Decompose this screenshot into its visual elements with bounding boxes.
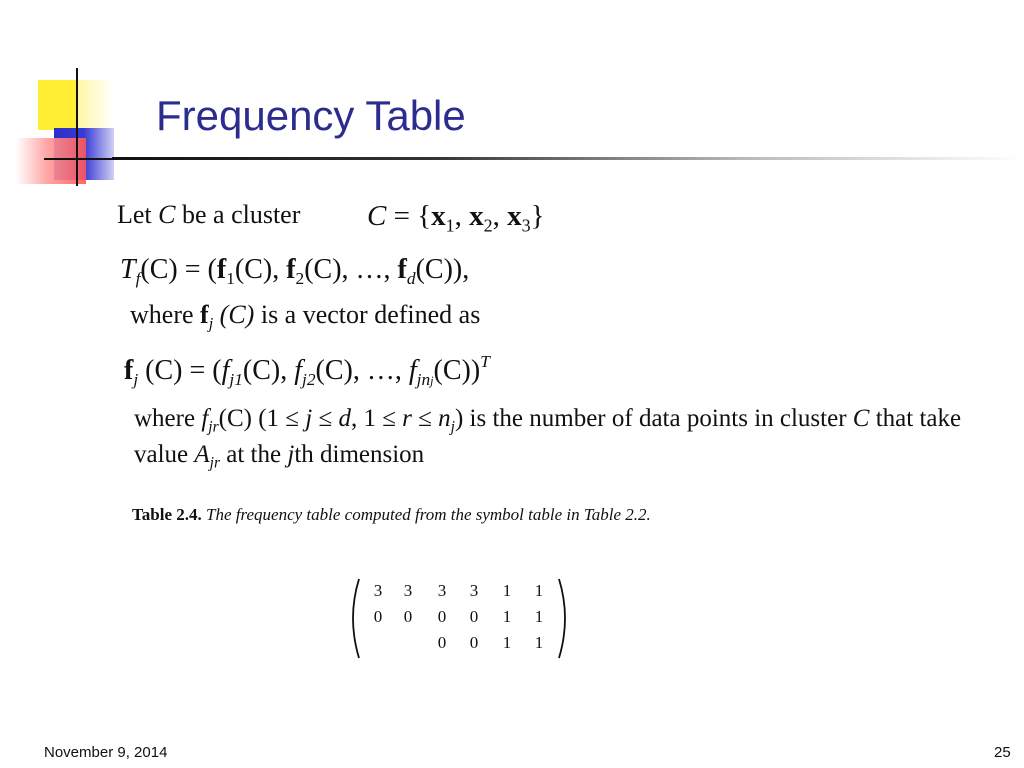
- f-symbol: f: [200, 300, 209, 329]
- n-sub-j: j: [450, 418, 455, 436]
- cluster-symbol: C: [852, 405, 870, 432]
- cluster-intro-text: [117, 200, 300, 230]
- slide-title: Frequency Table: [156, 92, 466, 139]
- f-sub-j: j: [208, 315, 214, 333]
- matrix-cell: 1: [534, 607, 544, 626]
- title-underline: [112, 157, 1024, 160]
- x-symbol: x: [507, 200, 522, 232]
- value-dimension-text: [134, 441, 424, 472]
- matrix-cell: 0: [469, 607, 479, 626]
- f-sub-j2: j2: [302, 370, 316, 390]
- matrix-cell: 3: [403, 581, 413, 600]
- frequency-condition-text: [134, 405, 961, 436]
- j-symbol: j: [287, 441, 295, 468]
- fj-close: ): [470, 355, 481, 387]
- frequency-matrix: [345, 577, 575, 662]
- logo-vertical-line: [76, 68, 78, 186]
- transpose-t: T: [480, 352, 490, 371]
- set-eq: = {: [386, 200, 432, 232]
- matrix-cell: 1: [502, 633, 512, 652]
- let-word: Let: [117, 200, 159, 229]
- f-symbol: f: [397, 254, 407, 285]
- f-symbol: f: [216, 254, 227, 285]
- fj-eq: = (: [182, 355, 222, 387]
- comma: ,: [272, 254, 287, 285]
- tf-close: ),: [452, 254, 470, 285]
- table-caption: [132, 505, 651, 525]
- matrix-cell: 1: [502, 607, 512, 626]
- condition-rest: ) is the number of data points in cluster: [454, 405, 853, 432]
- logo-yellow-fade: [78, 80, 114, 130]
- f-sub-1: 1: [226, 269, 235, 289]
- t-symbol: T: [120, 254, 136, 285]
- r-symbol: r: [402, 405, 412, 432]
- condition-arg: (C) (1 ≤: [218, 405, 306, 432]
- f-italic-symbol: f: [221, 355, 230, 387]
- page-number: 25: [994, 744, 1011, 761]
- where-word: where: [134, 405, 202, 432]
- n-symbol: n: [438, 405, 451, 432]
- condition-tail: that take: [869, 405, 962, 432]
- matrix-cell: 3: [437, 581, 447, 600]
- ellipsis: …: [355, 254, 384, 285]
- comma: ,: [383, 254, 398, 285]
- le-symbol: ≤: [411, 405, 439, 432]
- set-lhs: C: [367, 200, 387, 232]
- arg-c: (C): [304, 254, 342, 285]
- f-italic-symbol: f: [201, 405, 209, 432]
- matrix-cell: 0: [469, 633, 479, 652]
- comma: ,: [341, 254, 356, 285]
- sub-nj: j: [430, 374, 434, 389]
- caption-label: Table 2.4.: [132, 505, 202, 524]
- tf-arg: (C): [140, 254, 178, 285]
- arg-c: (C): [234, 254, 273, 285]
- f-sub-j1: j1: [229, 370, 243, 390]
- comma: ,: [394, 355, 409, 387]
- f-sub-jnj: [417, 370, 434, 389]
- matrix-cell: 0: [437, 607, 447, 626]
- f-sub-jr: jr: [208, 418, 219, 436]
- f-italic-symbol: f: [294, 355, 303, 387]
- comma: ,: [352, 355, 367, 387]
- f-italic-symbol: f: [408, 355, 417, 387]
- arg-c: (C): [138, 355, 183, 387]
- be-a-cluster-text: be a cluster: [175, 200, 301, 229]
- f-sub-2: 2: [295, 269, 305, 289]
- tf-definition-formula: [120, 254, 469, 289]
- ellipsis: …: [366, 355, 395, 387]
- th-dimension-text: th dimension: [294, 441, 425, 468]
- left-paren-icon: [345, 577, 361, 660]
- value-word: value: [134, 441, 195, 468]
- logo-yellow-square: [38, 80, 78, 130]
- f-sub-d: d: [406, 269, 416, 289]
- matrix-cell: 1: [534, 633, 544, 652]
- set-close: }: [530, 200, 545, 232]
- matrix-cell: 0: [437, 633, 447, 652]
- fj-definition-formula: [124, 352, 490, 390]
- x-sub-3: 3: [521, 215, 531, 236]
- t-sub-f: f: [135, 269, 141, 289]
- cluster-symbol: C: [158, 200, 176, 229]
- caption-text: The frequency table computed from the symbol table in Table 2.2.: [201, 505, 651, 524]
- arg-c: (C): [213, 300, 255, 329]
- x-sub-1: 1: [445, 215, 455, 236]
- right-paren-icon: [557, 577, 573, 660]
- le-symbol: ≤: [312, 405, 339, 432]
- set-sep: ,: [454, 200, 470, 232]
- matrix-cell: 3: [469, 581, 479, 600]
- condition-mid: , 1 ≤: [350, 405, 403, 432]
- d-symbol: d: [338, 405, 351, 432]
- f-symbol: f: [124, 355, 134, 387]
- where-word: where: [130, 300, 201, 329]
- matrix-cell: 1: [534, 581, 544, 600]
- a-sub-jr: jr: [209, 454, 221, 472]
- x-sub-2: 2: [483, 215, 493, 236]
- arg-c: (C): [433, 355, 471, 387]
- x-symbol: x: [431, 200, 446, 232]
- matrix-cell: 0: [403, 607, 413, 626]
- arg-c: (C): [315, 355, 353, 387]
- comma: ,: [280, 355, 295, 387]
- j-symbol: j: [305, 405, 313, 432]
- vector-defined-text: is a vector defined as: [254, 300, 481, 329]
- vector-definition-text: [130, 300, 480, 334]
- sub-jn: jn: [416, 370, 431, 390]
- f-sub-j: j: [133, 370, 139, 390]
- x-symbol: x: [469, 200, 484, 232]
- arg-c: (C): [415, 254, 453, 285]
- at-the-text: at the: [220, 441, 288, 468]
- arg-c: (C): [242, 355, 281, 387]
- matrix-cell: 1: [502, 581, 512, 600]
- footer-date: November 9, 2014: [44, 744, 168, 761]
- tf-eq: = (: [177, 254, 217, 285]
- set-sep: ,: [492, 200, 508, 232]
- cluster-set-formula: [367, 200, 545, 236]
- matrix-cell: 3: [373, 581, 383, 600]
- a-symbol: A: [194, 441, 210, 468]
- matrix-cell: 0: [373, 607, 383, 626]
- f-symbol: f: [286, 254, 296, 285]
